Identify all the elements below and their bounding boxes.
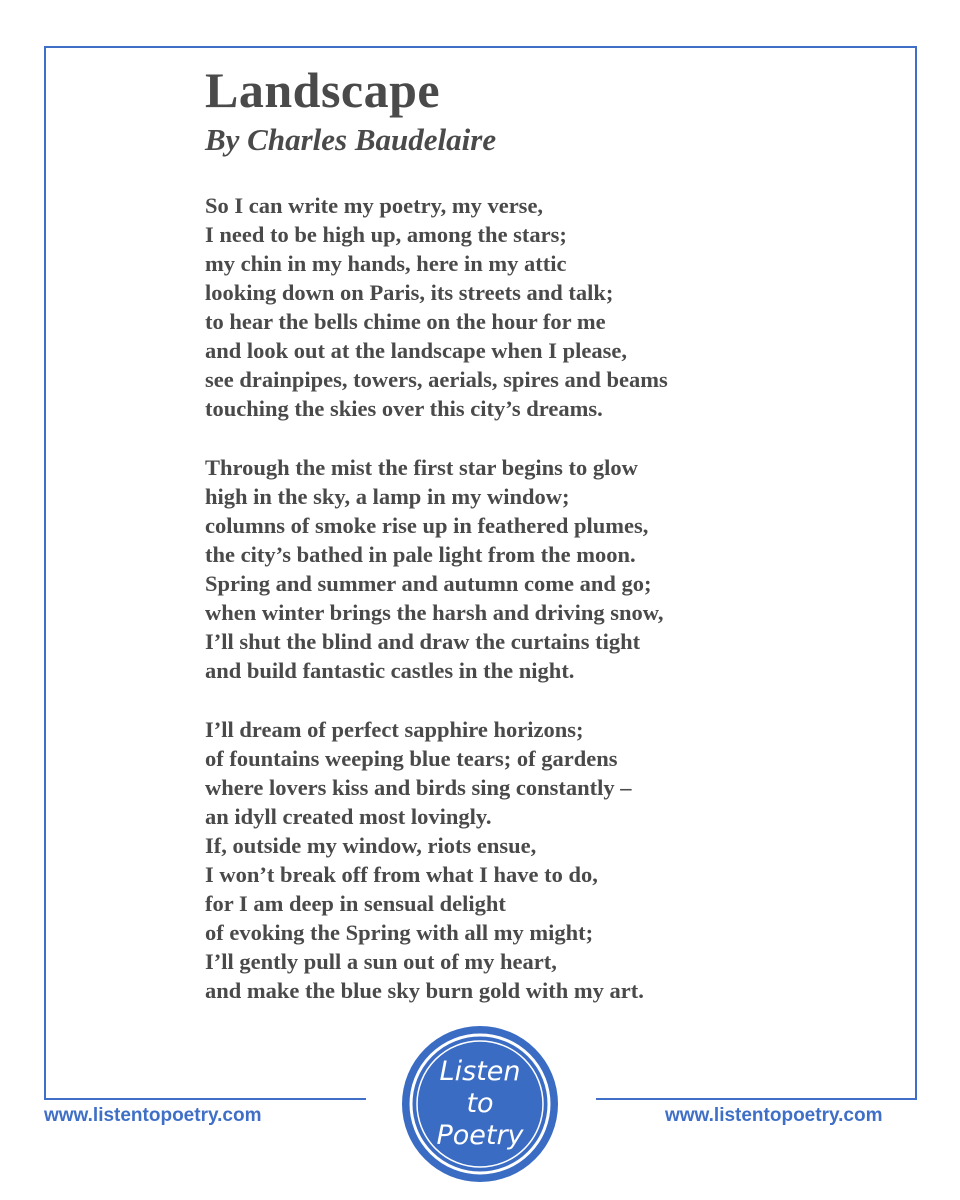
- frame-bottom-right-border: [596, 1098, 917, 1100]
- poem-line: the city’s bathed in pale light from the moon.: [205, 542, 636, 567]
- poem-line: an idyll created most lovingly.: [205, 804, 492, 829]
- stanza-3: [205, 715, 845, 1005]
- poem-line: see drainpipes, towers, aerials, spires and beams: [205, 367, 668, 392]
- logo-text-line-3: Poetry: [436, 1120, 524, 1151]
- poem-line: looking down on Paris, its streets and talk;: [205, 280, 614, 305]
- frame-top-border: [44, 46, 917, 48]
- poem-line: and look out at the landscape when I please,: [205, 338, 627, 363]
- frame-left-border: [44, 46, 46, 1100]
- poem-line: Spring and summer and autumn come and go;: [205, 571, 652, 596]
- poem-line: I’ll dream of perfect sapphire horizons;: [205, 717, 584, 742]
- poem-line: my chin in my hands, here in my attic: [205, 251, 567, 276]
- poem-body: [205, 191, 845, 1035]
- frame-bottom-left-border: [44, 1098, 366, 1100]
- poem-line: high in the sky, a lamp in my window;: [205, 484, 570, 509]
- website-link-right[interactable]: www.listentopoetry.com: [665, 1105, 883, 1126]
- poem-line: If, outside my window, riots ensue,: [205, 833, 537, 858]
- website-link-left[interactable]: www.listentopoetry.com: [44, 1105, 262, 1126]
- listen-to-poetry-logo: [401, 1025, 559, 1183]
- poem-line: Through the mist the first star begins to glow: [205, 455, 638, 480]
- poem-line: I’ll shut the blind and draw the curtains tight: [205, 629, 641, 654]
- poem-title: Landscape: [205, 62, 441, 118]
- logo-text-line-1: Listen: [439, 1056, 521, 1087]
- poem-line: of evoking the Spring with all my might;: [205, 920, 594, 945]
- poem-line: columns of smoke rise up in feathered plumes,: [205, 513, 649, 538]
- poem-line: I’ll gently pull a sun out of my heart,: [205, 949, 557, 974]
- stanza-1: [205, 191, 845, 423]
- poem-line: when winter brings the harsh and driving snow,: [205, 600, 664, 625]
- poem-line: I need to be high up, among the stars;: [205, 222, 567, 247]
- poem-line: of fountains weeping blue tears; of gardens: [205, 746, 618, 771]
- stanza-2: [205, 453, 845, 685]
- poem-line: to hear the bells chime on the hour for me: [205, 309, 606, 334]
- poem-line: for I am deep in sensual delight: [205, 891, 506, 916]
- poem-line: and build fantastic castles in the night.: [205, 658, 575, 683]
- poem-byline: By Charles Baudelaire: [205, 122, 497, 157]
- poem-line: and make the blue sky burn gold with my art.: [205, 978, 644, 1003]
- poem-line: So I can write my poetry, my verse,: [205, 193, 544, 218]
- frame-right-border: [915, 46, 917, 1100]
- poem-line: where lovers kiss and birds sing constantly –: [205, 775, 632, 800]
- poem-line: I won’t break off from what I have to do,: [205, 862, 598, 887]
- poem-line: touching the skies over this city’s dreams.: [205, 396, 603, 421]
- logo-text-line-2: to: [466, 1088, 494, 1119]
